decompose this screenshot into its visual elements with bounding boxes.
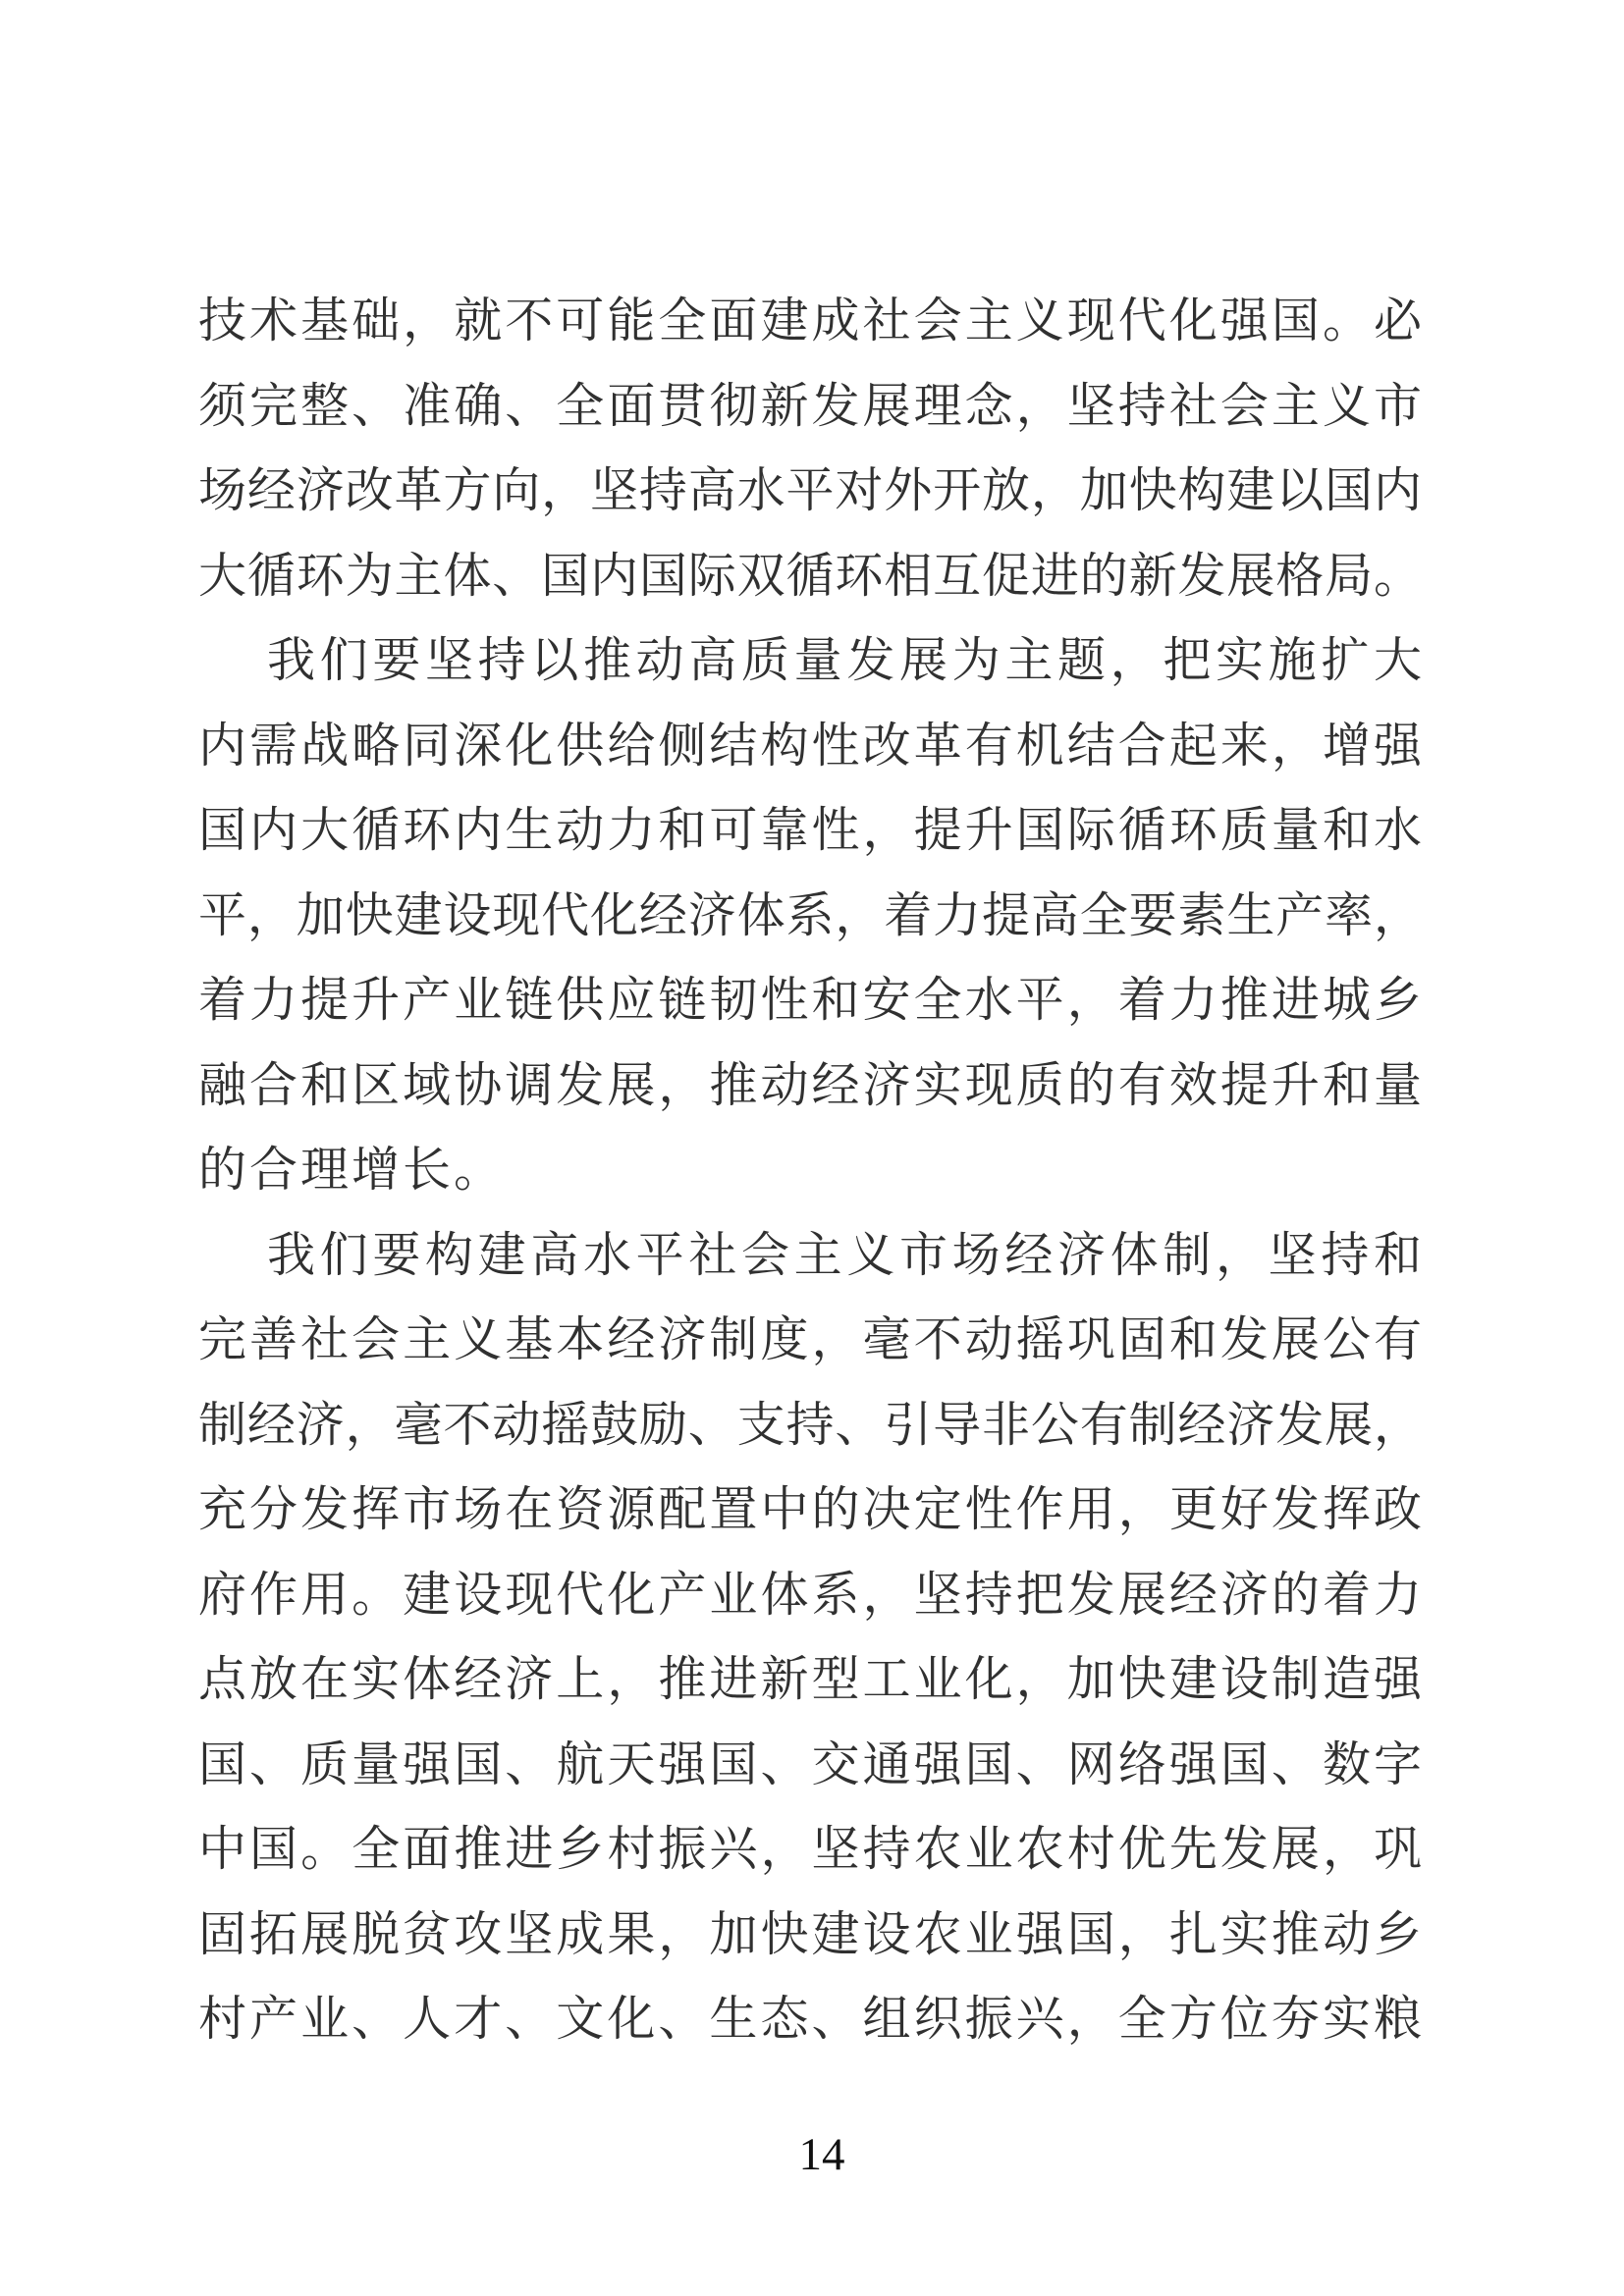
text-line: 中国。全面推进乡村振兴，坚持农业农村优先发展，巩 bbox=[198, 1822, 1422, 1876]
text-line: 着力提升产业链供应链韧性和安全水平，着力推进城乡 bbox=[198, 973, 1422, 1027]
text-line: 场经济改革方向，坚持高水平对外开放，加快构建以国内 bbox=[198, 463, 1422, 517]
text-line: 内需战略同深化供给侧结构性改革有机结合起来，增强 bbox=[198, 718, 1422, 773]
text-line: 府作用。建设现代化产业体系，坚持把发展经济的着力 bbox=[198, 1567, 1422, 1622]
text-line: 大循环为主体、国内国际双循环相互促进的新发展格局。 bbox=[198, 548, 1422, 603]
text-line: 国、质量强国、航天强国、交通强国、网络强国、数字 bbox=[198, 1736, 1422, 1791]
text-line: 充分发挥市场在资源配置中的决定性作用，更好发挥政 bbox=[198, 1482, 1422, 1536]
text-line: 平，加快建设现代化经济体系，着力提高全要素生产率， bbox=[198, 887, 1422, 942]
body-text-block bbox=[198, 279, 1422, 2062]
text-line: 须完整、准确、全面贯彻新发展理念，坚持社会主义市 bbox=[198, 378, 1422, 433]
text-line: 村产业、人才、文化、生态、组织振兴，全方位夯实粮 bbox=[198, 1992, 1422, 2046]
page-number: 14 bbox=[798, 2129, 845, 2180]
text-line: 我们要坚持以推动高质量发展为主题，把实施扩大 bbox=[267, 633, 1422, 687]
text-line: 国内大循环内生动力和可靠性，提升国际循环质量和水 bbox=[198, 803, 1422, 857]
text-line: 技术基础，就不可能全面建成社会主义现代化强国。必 bbox=[198, 294, 1422, 347]
text-line: 我们要构建高水平社会主义市场经济体制，坚持和 bbox=[267, 1227, 1422, 1282]
text-line: 点放在实体经济上，推进新型工业化，加快建设制造强 bbox=[198, 1652, 1422, 1706]
text-line: 固拓展脱贫攻坚成果，加快建设农业强国，扎实推动乡 bbox=[198, 1906, 1422, 1961]
text-line: 融合和区域协调发展，推动经济实现质的有效提升和量 bbox=[198, 1057, 1422, 1112]
text-line: 制经济，毫不动摇鼓励、支持、引导非公有制经济发展， bbox=[198, 1397, 1422, 1452]
text-line: 完善社会主义基本经济制度，毫不动摇巩固和发展公有 bbox=[198, 1312, 1422, 1366]
text-line: 的合理增长。 bbox=[198, 1143, 506, 1197]
